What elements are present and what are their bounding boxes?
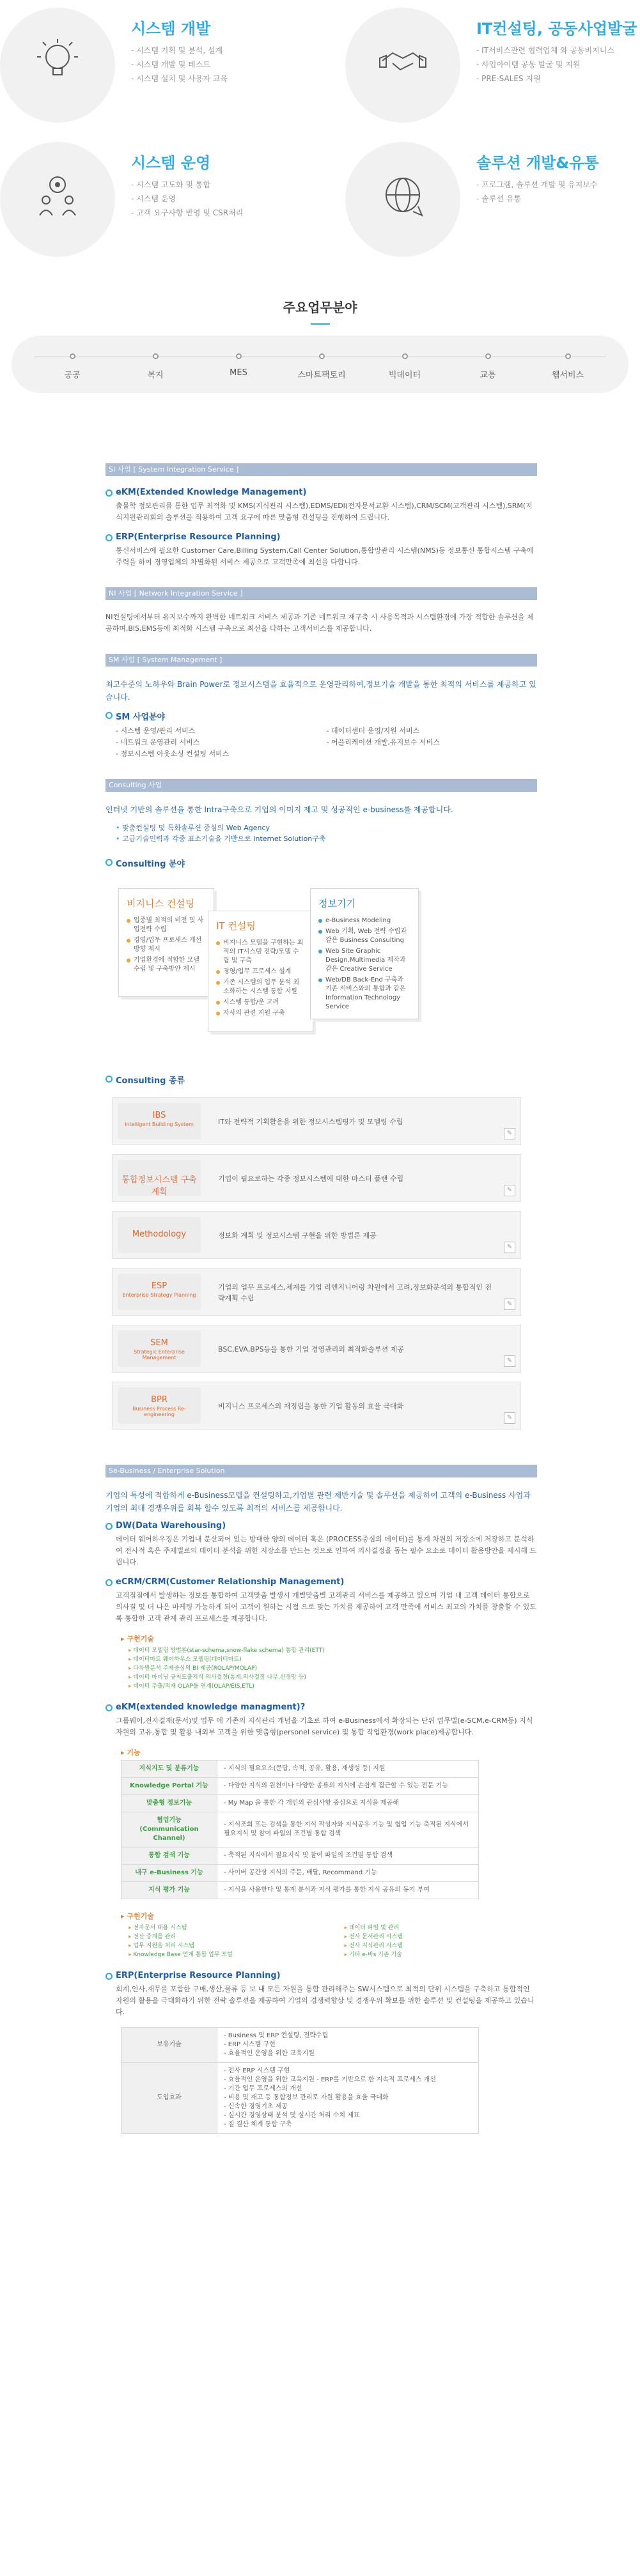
lead-text: 최고수준의 노하우와 Brain Power로 정보시스템을 효율적으로 운영관리하여,정보기술 개발을 통한 최적의 서비스를 제공하고 있습니다. (105, 680, 536, 702)
table-key: 지식 평가 기능 (121, 1882, 217, 1899)
list-item: 자사의 관련 지원 구축 (216, 1009, 305, 1018)
kind-code: IBS (152, 1111, 166, 1120)
table-row (121, 1795, 479, 1812)
list-item: 경영/업무 프로세스 개선 방향 제시 (127, 936, 206, 954)
table-row (121, 1847, 479, 1865)
field-dot (319, 353, 325, 359)
kind-code: ESP (151, 1281, 168, 1291)
list-item: - 데이터센터 운영/지원 서비스 (326, 727, 420, 735)
biz-card-operation (0, 134, 320, 262)
sub-heading: DW(Data Warehousing) (105, 1521, 537, 1531)
section-bar: SI 사업 [ System Integration Service ] (105, 463, 537, 476)
pencil-icon: ✎ (504, 1128, 515, 1139)
biz-list (476, 43, 614, 86)
diagram-box-title: 정보기기 (318, 898, 355, 909)
diagram-box-it (208, 911, 313, 1032)
list-item: ▸ 데이터 파일 및 관리 (345, 1924, 538, 1932)
list-item: ▸ Knowledge Base 연계 통합 업무 포털 (129, 1950, 322, 1959)
paragraph: NI컨설팅에서부터 유지보수까지 완벽한 네트워크 서비스 제공과 기존 네트워크 재구축 시 사용목적과 시스템환경에 가장 적합한 솔루션을 제공하며,BIS,EMS등에 최적화 시스템 구축으로 최선을 다하는 고객서비스를 제공합니다. (105, 613, 534, 633)
table-value: - 사이버 공간상 지식의 주문, 배달, Recommand 기능 (217, 1865, 479, 1882)
biz-title: IT컨설팅, 공동사업발굴 (476, 20, 637, 38)
kind-name: Intelligent Building System (125, 1122, 194, 1127)
kind-desc: 기업이 필요로하는 각종 정보시스템에 대한 마스터 플랜 수립 (218, 1175, 404, 1183)
kind-tag (118, 1103, 201, 1139)
table-row (121, 1882, 479, 1899)
list-item: ▸ 전사 문서관리 시스템 (345, 1932, 538, 1941)
diagram-box-info (310, 888, 419, 1019)
fields-band (12, 335, 628, 393)
field-dot (485, 353, 491, 359)
content (105, 463, 537, 2153)
si-section (105, 463, 537, 568)
list-item: 기업환경에 적합한 모델 수립 및 구축방안 제시 (127, 956, 206, 974)
paragraph: 고객접점에서 발생하는 정보를 통합하여 고객맞춤 발생시 개별맞춤별 고객관리 서비스를 제공하고 있으며 기업 내 고객 데이터 통합으로 의사결 및 더 나은 마케팅 가능하게 되어 고객이 원하는 시점 으로 맞는 가치를 제공하여 고객 만족에 서비스 최고의 가치를 창출할 수 있도록 통합한 고객 관계 관리 프로세스를 제공합니다. (116, 1591, 536, 1623)
lead-text: 인터넷 기반의 솔루션을 통한 Intra구축으로 기업의 이미지 제고 및 성공적인 e-business를 제공합니다. (105, 805, 453, 814)
field-item[interactable] (529, 353, 606, 380)
list-item: 업종별 최적의 비전 및 사업전략 수립 (127, 916, 206, 934)
list-item: - 어플리케이션 개발,유지보수 서비스 (326, 738, 440, 746)
table-row (121, 2028, 479, 2063)
handshake-icon (377, 35, 428, 86)
field-dot (153, 353, 159, 359)
bulb-icon (32, 35, 83, 86)
table-row (121, 1812, 479, 1847)
ni-section (105, 587, 537, 635)
table-key: 보유기술 (121, 2028, 217, 2063)
biz-item: - 시스템 설치 및 사용자 교육 (131, 74, 228, 83)
sm-list (105, 725, 537, 760)
biz-title: 시스템 운영 (131, 154, 211, 172)
list-item: ▸ 업무 지원을 처리 시스템 (129, 1941, 322, 1950)
lead-text: 기업의 특성에 적합하게 e-Business모델을 컨설팅하고,기업별 관련 제반기술 및 솔루션을 제공하여 고객의 e-Business 사업과 기업의 최대 경쟁우위를 회복 할수 있도록 최적의 서비스를 제공합니다. (105, 1491, 531, 1513)
list-item: - 시스템 운영/관리 서비스 (116, 727, 196, 735)
kind-code: BPR (151, 1395, 168, 1405)
table-value: - My Map 을 통한 각 개인의 관심사항 중심으로 지식을 제공해 (217, 1795, 479, 1812)
erp-table (121, 2027, 479, 2134)
field-label: 교통 (480, 371, 496, 380)
biz-item: - PRE-SALES 지원 (476, 74, 541, 83)
ekm-impl-left (105, 1924, 322, 1959)
kind-code: SEM (150, 1338, 168, 1348)
field-dot (236, 353, 242, 359)
table-key: Knowledge Portal 기능 (121, 1778, 217, 1795)
list-item: ▸ 데이터 마이닝 규칙도출지식 의사결정(통계,의사결정 나무,신경망 등) (129, 1673, 537, 1682)
pencil-icon: ✎ (504, 1242, 515, 1253)
biz-card-consulting (320, 0, 639, 128)
consulting-kind-row (112, 1382, 521, 1430)
diagram-box-title: IT 컨설팅 (216, 920, 256, 932)
sub-heading: eKM(extended knowledge managment)? (105, 1702, 537, 1712)
sub-heading: SM 사업분야 (105, 710, 537, 722)
paragraph: 회계,인사,재무를 포함한 구매,생산,물류 등 보 내 모든 자원을 통합 관리해주는 SW시스템으로 최적의 단위 시스템을 구축하고 통합적인 자원의 활용을 극대화하기 위한 전략 솔루션을 제공하여 기업의 경쟁력향상 및 경쟁우위 확보를 위한 솔루션 및 컨설팅을 제공하고 있습니다. (116, 1985, 535, 2016)
section-bar: Consulting 사업 (105, 779, 537, 792)
field-item[interactable] (34, 353, 111, 380)
list-item: 시스템 통합/운 고려 (216, 998, 305, 1007)
consulting-section (105, 779, 537, 1430)
table-row (121, 2063, 479, 2134)
sub-heading: Consulting 분야 (105, 857, 537, 869)
table-key: 맞춤형 정보기능 (121, 1795, 217, 1812)
mini-heading: ▸ 기능 (121, 1747, 537, 1757)
table-value: - Business 및 ERP 컨설팅, 전략수립 - ERP 시스템 구현 - 효율적인 운영을 위한 교육지원 (217, 2028, 479, 2063)
biz-item: - 솔루션 유통 (476, 194, 521, 203)
section-bar: NI 사업 [ Network Integration Service ] (105, 587, 537, 600)
table-key: 도입효과 (121, 2063, 217, 2134)
crm-impl-list (105, 1646, 537, 1691)
table-key: 지식지도 및 분류기능 (121, 1761, 217, 1778)
kind-tag (118, 1387, 201, 1424)
kind-name: Business Process Re-engineering (132, 1406, 186, 1417)
consulting-bullets (105, 822, 537, 844)
list-item: e-Business Modeling (318, 916, 410, 925)
biz-item: - 시스템 고도화 및 통합 (131, 180, 210, 189)
kind-name: Strategic Enterprise Management (134, 1349, 185, 1361)
sub-heading: eKM(Extended Knowledge Management) (105, 488, 537, 497)
list-item: - 정보시스템 아웃소싱 컨설팅 서비스 (116, 750, 230, 758)
sub-heading: ERP(Enterprise Resource Planning) (105, 1971, 537, 1980)
field-label: 웹서비스 (551, 371, 584, 380)
field-label: 복지 (147, 371, 164, 380)
biz-item: - 프로그램, 솔루션 개발 및 유지보수 (476, 180, 598, 189)
pencil-icon: ✎ (504, 1412, 515, 1424)
table-key: 내구 e-Business 기능 (121, 1865, 217, 1882)
paragraph: 출물학 정보관리를 통한 업무 최적화 및 KMS(지식관리 시스템),EDMS/EDI(전자문서교환 시스템),CRM/SCM(고객관리 시스템),SRM(지식지원관리회의 솔루션을 적용하여 고객 요구에 따른 맞춤형 컨설팅을 진행하여 드립니다. (116, 502, 533, 521)
field-label: 빅데이터 (388, 371, 421, 380)
list-item: Web Site Graphic Design,Multimedia 제작과 같은 Creative Service (318, 947, 410, 974)
diagram-box-business (118, 888, 214, 997)
consulting-kind-row (112, 1211, 521, 1259)
list-item: ▸ 전자문서 대용 시스템 (129, 1924, 322, 1932)
diagram-box-title: 비지니스 컨설팅 (127, 898, 195, 909)
field-label: MES (230, 368, 247, 378)
kind-desc: 기업의 업무 프로세스,체계를 기업 리엔지니어링 차원에서 고려,정보화분석의 통합적인 전략계획 수립 (218, 1283, 492, 1302)
kind-tag (118, 1274, 201, 1310)
paragraph: 통신서비스에 필요한 Customer Care,Billing System,Call Center Solution,통합망관리 시스템(NMS)등 정보통신 통합시스템 구축에 주력을 하여 경영업체의 차별화된 서비스 제공으로 고객만족에 최선을 다합니다. (116, 546, 534, 566)
biz-list (476, 178, 598, 206)
list-item: ▸ 데이터 추출/적재 OLAP툴 연계(OLAP/EIS,ETL) (129, 1682, 537, 1691)
kind-tag (118, 1330, 201, 1367)
ebiz-section (105, 1465, 537, 2134)
sm-section (105, 654, 537, 760)
kind-desc: IT와 전략적 기획활용을 위한 정보시스템평가 및 모델링 수립 (218, 1118, 403, 1126)
list-item: 경영/업무 프로세스 설계 (216, 968, 305, 976)
field-item[interactable] (366, 353, 443, 380)
list-item: • 고급기술인력과 각종 표소기술을 기반으로 Internet Solution구축 (116, 833, 537, 844)
list-item: - 네트워크 운영관리 서비스 (116, 738, 200, 746)
biz-item: - 시스템 운영 (131, 194, 176, 203)
biz-item: - IT서비스관련 협력업체 와 공동비지니스 (476, 46, 614, 55)
list-item: ▸ 전산 중개를 관리 (129, 1932, 322, 1941)
mini-heading: ▸ 구현기술 (121, 1633, 537, 1644)
biz-item: - 시스템 개발 및 테스트 (131, 60, 210, 69)
list-item: ▸ 데이터 모델링 방법론(star-schema,snow-flake schema) 통합 관리(ETT) (129, 1646, 537, 1655)
pencil-icon: ✎ (504, 1355, 515, 1367)
list-item: ▸ 기타 e-비s 기존 기술 (345, 1950, 538, 1959)
consulting-diagram (118, 875, 502, 1035)
list-item: • 맞춤컨설팅 및 특화솔루션 중심의 Web Agency (116, 822, 537, 833)
table-row (121, 1778, 479, 1795)
ekm-impl-lists (105, 1924, 537, 1971)
fields-title: 주요업무분야 (0, 297, 640, 325)
table-key: 통합 검색 기능 (121, 1847, 217, 1865)
list-item: ▸ 데이터마트 웨어하우스 모델링(데이터마트) (129, 1655, 537, 1664)
paragraph: 데이터 웨어하우징은 기업내 분산되어 있는 방대한 양의 데이터 혹은 (PROCESS중심의 데이터)를 통계 차원의 저장소에 저장하고 분석하여 전사적 혹은 주제별로의 데이터 분석을 위한 저장소를 만드는 것으로 인하여 의사결정을 돕는 필수 요소로 데이터 활용방안을 제시해 드립니다. (116, 1535, 536, 1566)
biz-item: - 고객 요구사항 반영 및 CSR처리 (131, 208, 244, 217)
sub-heading: Consulting 종류 (105, 1074, 537, 1086)
ekm-function-table (121, 1760, 479, 1899)
field-label: 공공 (64, 371, 81, 380)
table-value: - 전사 ERP 시스템 구현 - 효율적인 운영을 위한 교육지원 - ERP를 기반으로 한 지속적 프로세스 개선 - 기간 업무 프로세스의 개선 - 비용 및 재고 등 통합정보 관리로 자원 활용을 효율 극대화 - 신속한 경영기초 제공 - 실시간 경영상태 분석 및 실시간 처리 수치 제표 - 질 결산 체계 통합 구축 (217, 2063, 479, 2134)
pencil-icon: ✎ (504, 1185, 515, 1196)
table-value: - 축적된 지식에서 필요지식 및 참여 파일의 조건별 통합 검색 (217, 1847, 479, 1865)
biz-item: - 시스템 기획 및 분석, 설계 (131, 46, 223, 55)
field-label: 스마트팩토리 (297, 371, 346, 380)
field-dot (70, 353, 75, 359)
table-key: 협업기능 (Communication Channel) (121, 1812, 217, 1847)
kind-desc: 정보화 계획 및 정보시스템 구현을 위한 방법론 제공 (218, 1231, 377, 1240)
table-value: - 지식의 필요요소(문답, 속적, 공유, 활용, 재생성 등) 지원 (217, 1761, 479, 1778)
list-item: Web 기획, Web 전략 수립과 같은 Business Consulting (318, 927, 410, 945)
table-value: - 지식조회 또는 검색을 통한 지식 작성자와 지식공유 기능 및 협업 기능 축적된 지식에서 필요지식 및 참여 파일의 조건별 통합 검색 (217, 1812, 479, 1847)
kind-tag (118, 1217, 201, 1253)
kind-tag (118, 1160, 201, 1196)
biz-card-development (0, 0, 320, 128)
biz-card-solution (320, 134, 639, 262)
table-row (121, 1865, 479, 1882)
field-dot (402, 353, 408, 359)
biz-title: 시스템 개발 (131, 20, 211, 38)
paragraph: 그룹웨어,전자결재(문서)및 업무 에 기존의 지식관리 개념을 기초로 하여 e-Business에서 확장되는 단위 업무별(e-SCM,e-CRM등) 지식자원의 고유,통합 및 활용 내외부 고객을 위한 맞춤형(personel service) 및 통합 작업환경(work place)제공합니다. (116, 1716, 533, 1736)
pencil-icon: ✎ (504, 1299, 515, 1310)
section-bar: Se-Business / Enterprise Solution (105, 1465, 537, 1477)
table-value: - 지식을 사용한다 및 통계 분석과 지식 평가를 통한 지식 공유의 동기 부여 (217, 1882, 479, 1899)
kind-code: 통합정보시스템 구축 계획 (121, 1175, 197, 1197)
consulting-kind-row (112, 1154, 521, 1202)
kind-desc: 비지니스 프로세스의 재정립을 통한 기업 활동의 효율 극대화 (218, 1402, 404, 1410)
list-item: Web/DB Back-End 구축과 기존 서비스와의 통합과 같은 Information Technology Service (318, 976, 410, 1012)
biz-list (131, 43, 228, 86)
field-item[interactable] (283, 353, 360, 380)
globe-icon (377, 169, 428, 220)
table-value: - 다양한 지식의 원천이나 다양한 종류의 지식에 손쉽게 접근할 수 있는 전문 기능 (217, 1778, 479, 1795)
list-item: 비지니스 모델을 구현하는 최적의 IT시스템 전략/모델 수립 및 구축 (216, 939, 305, 966)
consulting-kind-row (112, 1325, 521, 1373)
list-item: ▸ 전사 지식관리 시스템 (345, 1941, 538, 1950)
consulting-kind-row (112, 1268, 521, 1316)
field-item[interactable] (117, 353, 194, 380)
kind-code: Methodology (132, 1230, 187, 1239)
biz-title: 솔루션 개발&유통 (476, 154, 599, 172)
table-row (121, 1761, 479, 1778)
list-item: ▸ 다차원분석 주제중심의 BI 제공(ROLAP/MOLAP) (129, 1664, 537, 1673)
field-item[interactable] (449, 353, 526, 380)
consulting-kind-row (112, 1097, 521, 1145)
list-item: 기존 시스템의 업무 분석 최소화하는 시스템 통합 지원 (216, 978, 305, 996)
biz-item: - 사업아이템 공동 발굴 및 지원 (476, 60, 581, 69)
ekm-impl-right (322, 1924, 538, 1959)
mini-heading: ▸ 구현기술 (121, 1911, 537, 1921)
kind-desc: BSC,EVA,BPS등을 통한 기업 경영관리의 최적화솔루션 제공 (218, 1345, 404, 1354)
kind-name: Enterprise Strategy Planning (122, 1292, 196, 1298)
field-item[interactable] (200, 353, 277, 378)
biz-list (131, 178, 243, 220)
sub-heading: eCRM/CRM(Customer Relationship Management) (105, 1577, 537, 1587)
gear-people-icon (32, 169, 83, 220)
sub-heading: ERP(Enterprise Resource Planning) (105, 532, 537, 542)
section-bar: SM 사업 [ System Management ] (105, 654, 537, 667)
field-dot (565, 353, 571, 359)
